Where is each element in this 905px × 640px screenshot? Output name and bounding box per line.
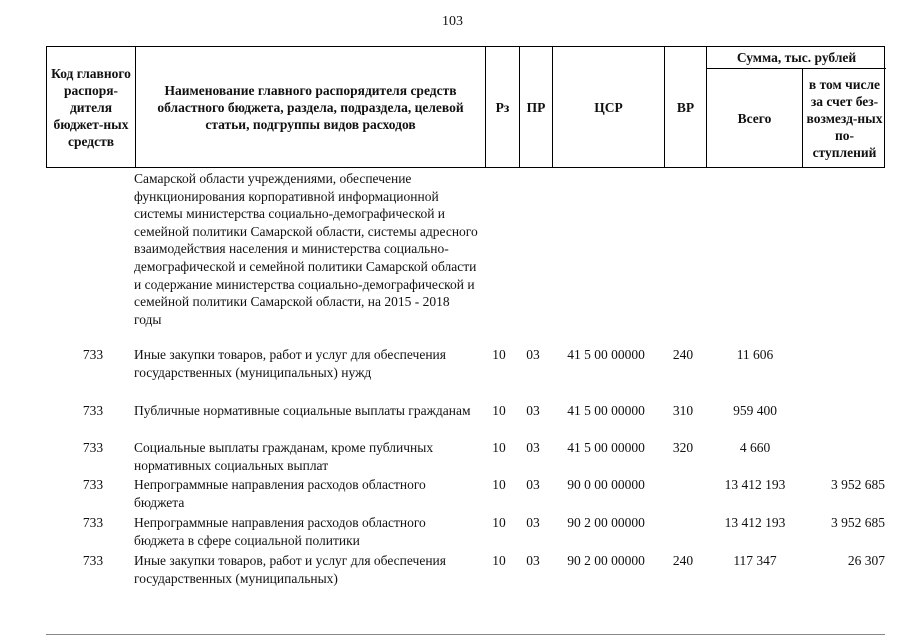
page-bottom-rule xyxy=(46,634,885,635)
row-code: 733 xyxy=(82,553,104,568)
row-csr: 41 5 00 00000 xyxy=(567,440,645,455)
row-grants: 26 307 xyxy=(847,553,885,568)
row-rz: 10 xyxy=(492,477,506,492)
row-rz: 10 xyxy=(492,403,506,418)
row-name: Публичные нормативные социальные выплаты гражданам xyxy=(134,403,471,418)
row-vr: 310 xyxy=(672,403,694,418)
row-rz: 10 xyxy=(492,515,506,530)
header-grants: в том числе за счет без-возмезд-ных по-ступлений xyxy=(806,77,883,160)
row-grants: 3 952 685 xyxy=(831,515,885,530)
header-name: Наименование главного распорядителя средств областного бюджета, раздела, подраздела, целевой статьи, подгруппы видов расходов xyxy=(135,47,485,167)
row-code: 733 xyxy=(82,477,104,492)
row-vr: 240 xyxy=(672,347,694,362)
row-csr: 41 5 00 00000 xyxy=(567,347,645,362)
row-pr: 03 xyxy=(526,403,540,418)
row-name: Иные закупки товаров, работ и услуг для обеспечения государственных (муниципальных) xyxy=(134,553,446,586)
row-total: 117 347 xyxy=(733,553,777,568)
row-csr: 90 0 00 00000 xyxy=(567,477,645,492)
row-vr: 240 xyxy=(672,553,694,568)
header-rz: Рз xyxy=(485,47,519,167)
row-name: Социальные выплаты гражданам, кроме публичных нормативных социальных выплат xyxy=(134,440,434,473)
row-name: Самарской области учреждениями, обеспечение функционирования корпоративной информационной системы министерства социально-демографической и семейной политики Самарской области, системы адресного взаимодействия населения и министерства социально-демографической и семейной политики Самарской области и содержание министерства социально-демографической и семейной политики Самарской области, на 2015 - 2018 годы xyxy=(134,171,478,327)
row-total: 959 400 xyxy=(733,403,777,418)
row-pr: 03 xyxy=(526,553,540,568)
row-code: 733 xyxy=(82,440,104,455)
header-csr: ЦСР xyxy=(552,47,664,167)
row-rz: 10 xyxy=(492,347,506,362)
row-csr: 41 5 00 00000 xyxy=(567,403,645,418)
header-sum-title: Сумма, тыс. рублей xyxy=(707,47,886,69)
row-vr: 320 xyxy=(672,440,694,455)
row-code: 733 xyxy=(82,403,104,418)
row-pr: 03 xyxy=(526,515,540,530)
row-pr: 03 xyxy=(526,477,540,492)
row-rz: 10 xyxy=(492,553,506,568)
row-grants: 3 952 685 xyxy=(831,477,885,492)
header-pr: ПР xyxy=(519,47,552,167)
header-code: Код главного распоря-дителя бюджет-ных средств xyxy=(51,65,131,149)
row-csr: 90 2 00 00000 xyxy=(567,553,645,568)
row-name: Иные закупки товаров, работ и услуг для обеспечения государственных (муниципальных) нужд xyxy=(134,347,446,380)
row-total: 11 606 xyxy=(736,347,774,362)
header-total: Всего xyxy=(707,69,803,168)
header-vr: ВР xyxy=(664,47,706,167)
row-name: Непрограммные направления расходов областного бюджета xyxy=(134,477,426,510)
table-header xyxy=(46,46,885,168)
row-name: Непрограммные направления расходов областного бюджета в сфере социальной политики xyxy=(134,515,426,548)
header-sum-group xyxy=(706,47,886,167)
page-number: 103 xyxy=(442,14,463,29)
row-rz: 10 xyxy=(492,440,506,455)
row-total: 13 412 193 xyxy=(724,477,786,492)
row-pr: 03 xyxy=(526,440,540,455)
row-code: 733 xyxy=(82,515,104,530)
row-pr: 03 xyxy=(526,347,540,362)
row-total: 13 412 193 xyxy=(724,515,786,530)
row-code: 733 xyxy=(82,347,104,362)
row-csr: 90 2 00 00000 xyxy=(567,515,645,530)
row-total: 4 660 xyxy=(739,440,771,455)
